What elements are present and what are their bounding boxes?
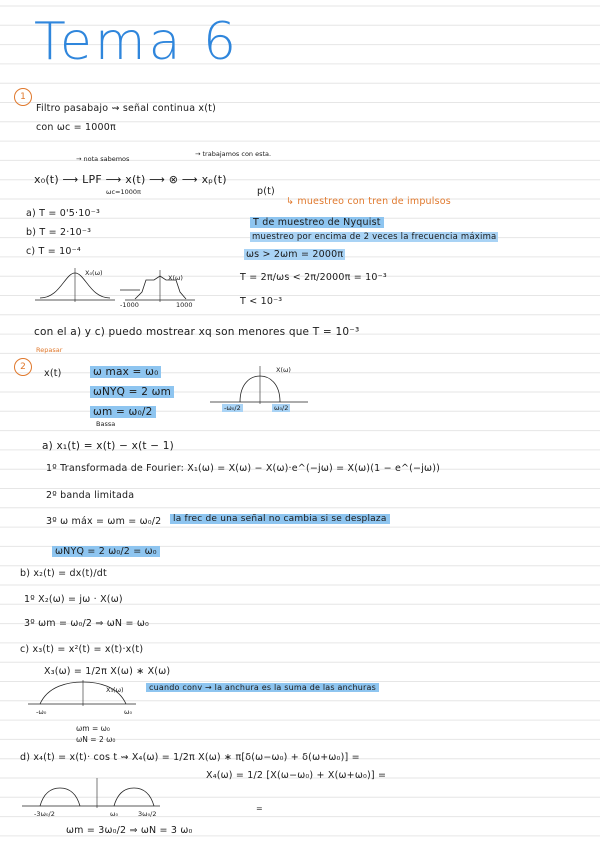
p2-wm: ωm = ω₀/2 xyxy=(90,406,156,418)
p1-fig-right: 1000 xyxy=(176,301,193,309)
p1-ws-condition: ωs > 2ωm = 2000π xyxy=(246,249,344,260)
p2-c-figure xyxy=(28,680,138,710)
p1-option-c: c) T = 10⁻⁴ xyxy=(26,246,81,257)
p1-fig-x: X(ω) xyxy=(168,274,183,282)
p2-wnyq: ωNYQ = 2 ωm xyxy=(90,386,174,398)
p2-d: d) x₄(t) = x(t)· cos t ⇝ X₄(ω) = 1/2π X(ω) ∗ π[δ(ω−ω₀) + δ(ω+ω₀)] = xyxy=(20,752,360,763)
p2-a4: ωNYQ = 2 ω₀/2 = ω₀ xyxy=(52,546,160,557)
p2-c-note: cuando conv → la anchura es la suma de las anchuras xyxy=(146,683,379,692)
p1-fig-left: -1000 xyxy=(120,301,139,309)
p2-c: c) x₃(t) = x²(t) = x(t)·x(t) xyxy=(20,644,144,655)
p1-option-b: b) T = 2·10⁻³ xyxy=(26,227,92,238)
p2-d-mid: ω₀ xyxy=(110,810,119,818)
p2-a1: 1º Transformada de Fourier: X₁(ω) = X(ω) − X(ω)·e^(−jω) = X(ω)(1 − e^(−jω)) xyxy=(46,463,441,474)
problem-2-number: 2 xyxy=(14,358,32,376)
p2-c-wm: ωm = ω₀ xyxy=(76,724,110,733)
p1-fig-x0: X₀(ω) xyxy=(85,269,103,277)
p2-b1: 1º X₂(ω) = jω · X(ω) xyxy=(24,594,123,605)
p1-muestreo-note: ↳ muestreo con tren de impulsos xyxy=(286,196,451,207)
p2-fig-xw: X(ω) xyxy=(276,366,291,374)
p1-T-equation: T = 2π/ωs < 2π/2000π = 10⁻³ xyxy=(240,272,387,283)
p2-d-right: 3ω₀/2 xyxy=(138,810,157,818)
p2-c-left: -ω₀ xyxy=(36,708,47,716)
p1-note-trabajamos: → trabajamos con esta. xyxy=(195,150,272,158)
p1-chain-wc: ωc=1000π xyxy=(106,188,141,196)
p2-a: a) x₁(t) = x(t) − x(t − 1) xyxy=(42,440,174,452)
page-title: Tema 6 xyxy=(34,12,240,72)
p2-a3: 3º ω máx = ωm = ω₀/2 xyxy=(46,516,162,527)
p1-T-result: T < 10⁻³ xyxy=(240,296,283,307)
p2-xt: x(t) xyxy=(44,368,62,379)
p2-a2: 2º banda limitada xyxy=(46,490,135,501)
p2-d-wm: ωm = 3ω₀/2 ⇒ ωN = 3 ω₀ xyxy=(66,825,193,836)
p2-wm-sub: Bassa xyxy=(96,420,116,428)
p2-d-eq: = xyxy=(256,804,263,813)
p1-option-a: a) T = 0'5·10⁻³ xyxy=(26,208,100,219)
p2-c1: X₃(ω) = 1/2π X(ω) ∗ X(ω) xyxy=(44,666,171,677)
p2-fig-right: ω₀/2 xyxy=(274,404,289,412)
p2-fig-left: -ω₀/2 xyxy=(224,404,241,412)
problem-1-number: 1 xyxy=(14,88,32,106)
p2-d1: X₄(ω) = 1/2 [X(ω−ω₀) + X(ω+ω₀)] = xyxy=(206,770,387,781)
p1-nyquist-text: muestreo por encima de 2 veces la frecuencia máxima xyxy=(252,232,497,242)
p2-repasar: Repasar xyxy=(36,346,63,354)
p1-system-chain: x₀(t) ⟶ LPF ⟶ x(t) ⟶ ⊗ ⟶ xₚ(t) xyxy=(34,173,227,186)
p2-b3: 3º ωm = ω₀/2 ⇒ ωN = ω₀ xyxy=(24,618,149,629)
p1-note-sabemos: → nota sabemos xyxy=(76,155,130,163)
p1-statement: Filtro pasabajo ⇝ señal continua x(t) xyxy=(36,103,216,114)
p2-d-left: -3ω₀/2 xyxy=(34,810,55,818)
p2-a3-note: la frec de una señal no cambia si se desplaza xyxy=(170,514,390,524)
p1-conclusion: con el a) y c) puedo mostrear xq son menores que T = 10⁻³ xyxy=(34,326,360,338)
p2-c-wn: ωN = 2 ω₀ xyxy=(76,735,116,744)
p1-nyquist-title: T de muestreo de Nyquist xyxy=(250,217,384,228)
p2-wmax: ω max = ω₀ xyxy=(90,366,161,378)
p1-cutoff: con ωc = 1000π xyxy=(36,122,116,133)
p2-b: b) x₂(t) = dx(t)/dt xyxy=(20,568,107,579)
p2-c-right: ω₀ xyxy=(124,708,133,716)
p2-c-fig: X₃(ω) xyxy=(106,686,124,694)
p1-chain-pt: p(t) xyxy=(257,186,275,197)
